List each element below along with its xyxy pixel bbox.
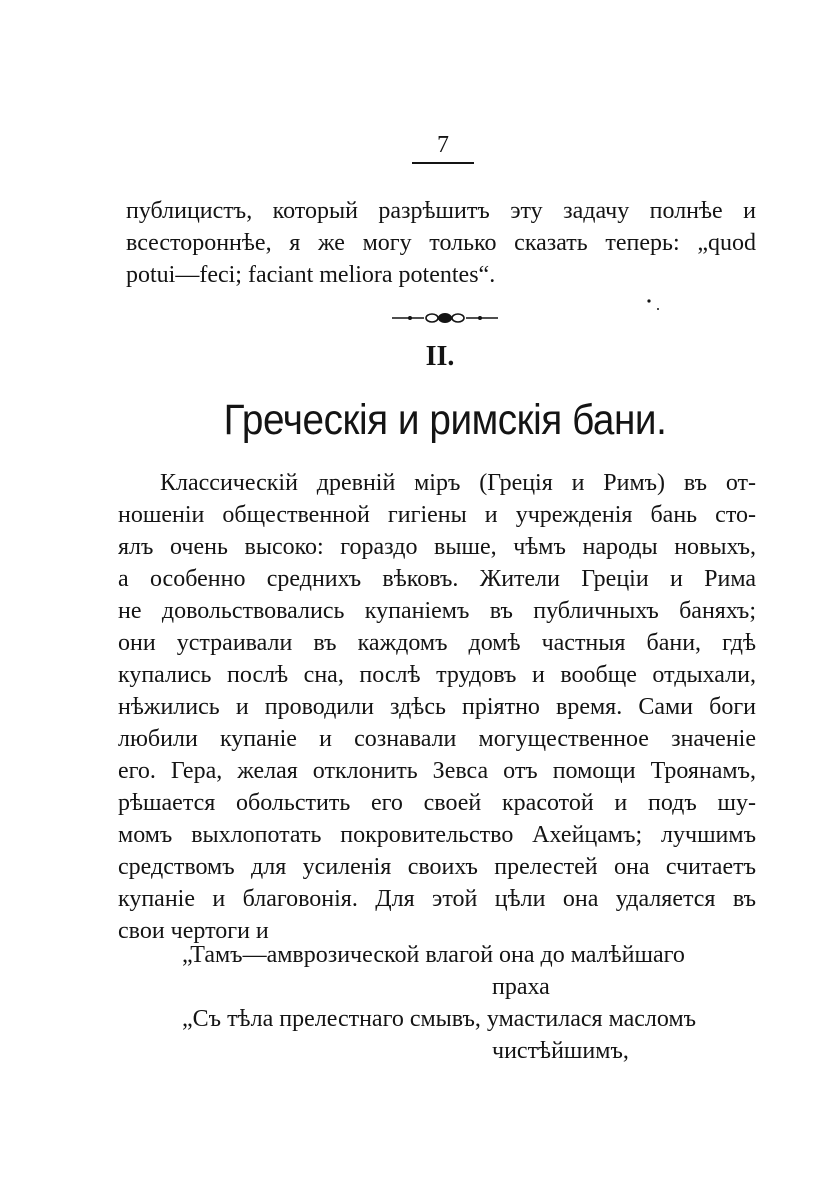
opening-line-2: всестороннѣе, я же могу только сказать теперь: „quod: [126, 230, 756, 256]
body-line-4: а особенно среднихъ вѣковъ. Жители Греціи и Рима: [118, 566, 756, 592]
chapter-title: Греческія и римскія бани.: [223, 396, 667, 444]
body-line-12: момъ выхлопотать покровительство Ахейцамъ; лучшимъ: [118, 822, 756, 848]
body-line-8: нѣжились и проводили здѣсь пріятно время. Сами боги: [118, 694, 756, 720]
opening-line-1: публицистъ, который разрѣшитъ эту задачу полнѣе и: [126, 198, 756, 224]
body-line-1: Классическій древній міръ (Греція и Римъ) въ от-: [160, 470, 756, 496]
body-line-14: купаніе и благовонія. Для этой цѣли она удаляется въ: [118, 886, 756, 912]
page-number-underline: [412, 162, 474, 164]
page-number: 7: [437, 132, 449, 158]
body-line-9: любили купаніе и сознавали могущественное значеніе: [118, 726, 756, 752]
body-line-13: средствомъ для усиленія своихъ прелестей она считаетъ: [118, 854, 756, 880]
verse-line-2: „Съ тѣла прелестнаго смывъ, умастилася масломъ: [182, 1006, 697, 1032]
body-line-5: не довольствовались купаніемъ въ публичныхъ баняхъ;: [118, 598, 756, 624]
verse-line-1: „Тамъ—амврозической влагой она до малѣйшаго: [182, 942, 685, 968]
body-line-2: ношеніи общественной гигіены и учрежденія бань сто-: [118, 502, 756, 528]
opening-line-3: potui—feci; faciant meliora potentes“.: [126, 262, 496, 288]
body-line-15: свои чертоги и: [118, 918, 269, 944]
body-line-10: его. Гера, желая отклонить Зевса отъ помощи Троянамъ,: [118, 758, 756, 784]
ink-speck: [645, 296, 663, 314]
decorative-rule-ornament: [390, 308, 500, 328]
body-line-3: ялъ очень высоко: гораздо выше, чѣмъ народы новыхъ,: [118, 534, 756, 560]
section-number: II.: [425, 341, 455, 372]
body-line-11: рѣшается обольстить его своей красотой и подъ шу-: [118, 790, 756, 816]
verse-line-2-continuation: чистѣйшимъ,: [492, 1038, 629, 1064]
body-line-6: они устраивали въ каждомъ домѣ частныя бани, гдѣ: [118, 630, 756, 656]
body-line-7: купались послѣ сна, послѣ трудовъ и вообще отдыхали,: [118, 662, 756, 688]
verse-line-1-continuation: праха: [492, 974, 550, 1000]
